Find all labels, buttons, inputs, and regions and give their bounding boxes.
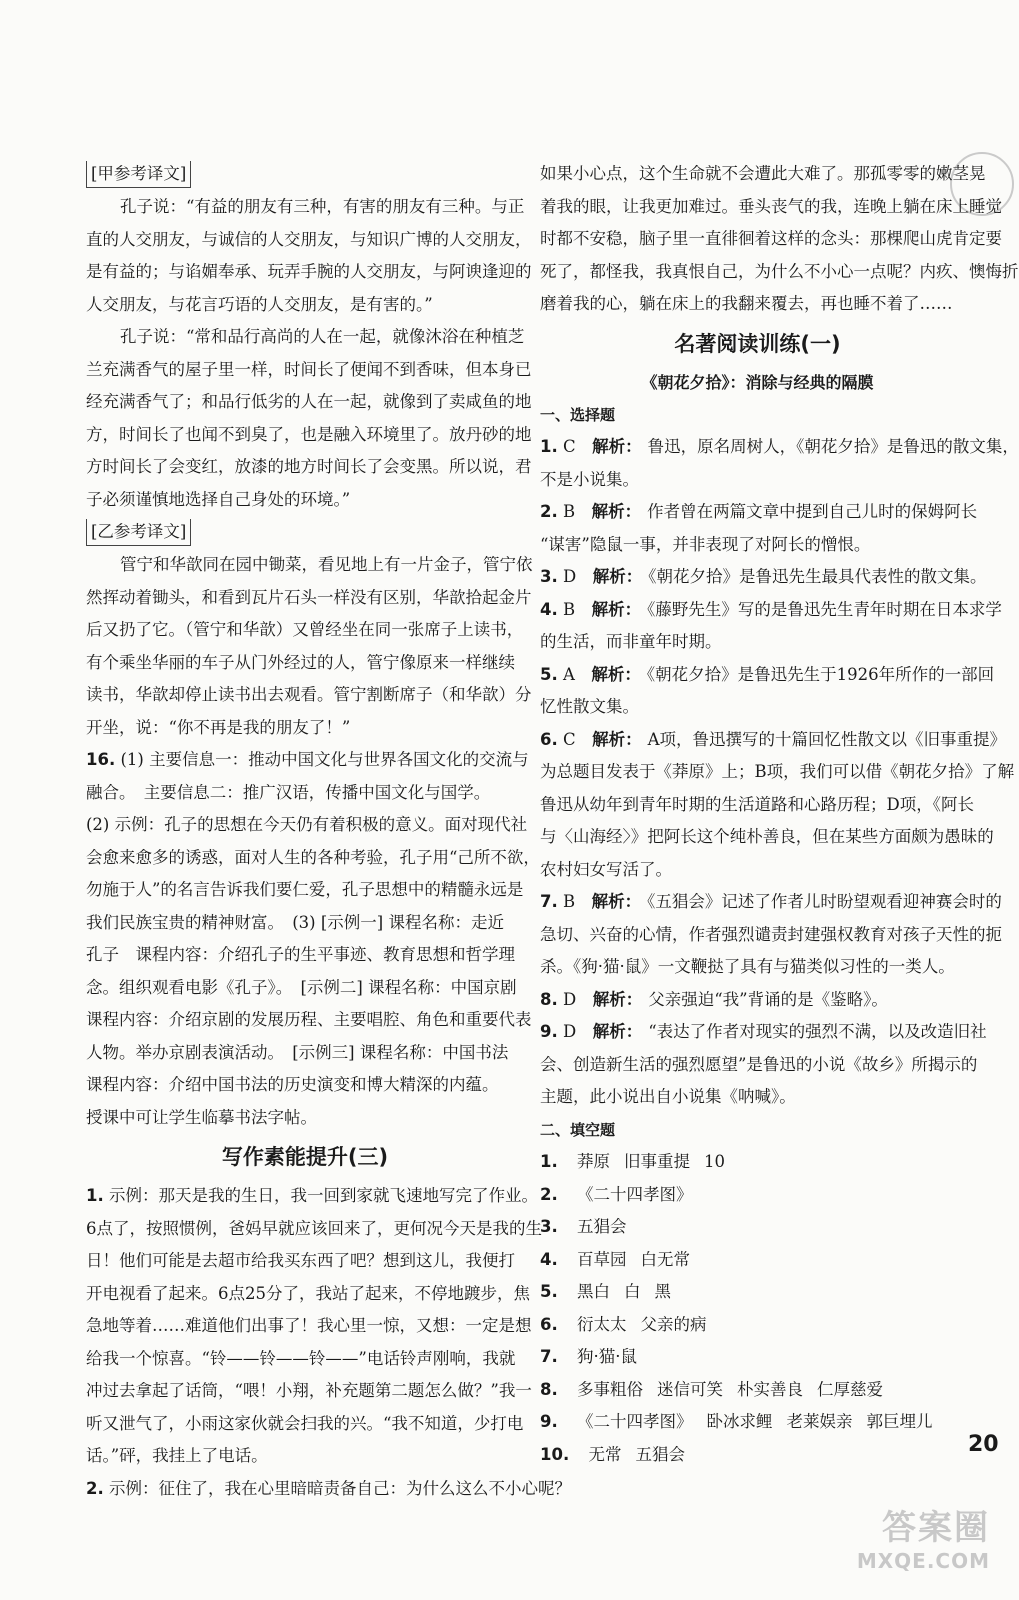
fill-number: 9. [540,1412,558,1431]
fill-value: 莽原 [577,1152,610,1171]
fill-value: 父亲的病 [640,1314,707,1334]
fill-answers [540,1146,975,1471]
text-line [86,1343,524,1376]
fill-value: 《二十四孝图》 [577,1184,693,1204]
choice-section-heading: 一、选择题 [540,405,616,424]
jia-translation [86,191,532,321]
page-number: 20 [968,1432,999,1457]
fill-value: 白无常 [640,1249,690,1269]
text-line-content: 课程内容：介绍京剧的发展历程、主要唱腔、角色和重要代表 [86,1010,532,1029]
text-line: 后又扔了它。（管宁和华歆）又曾经坐在同一张席子上读书， [86,620,524,639]
analysis-label: 解析： [592,437,642,456]
text-line [86,744,529,777]
fill-answer [540,1146,975,1179]
text-line [86,777,524,810]
fill-value: 仁厚慈爱 [817,1379,883,1399]
analysis-label: 解析： [591,892,642,911]
reading-section-title: 名著阅读训练(一) [674,331,841,356]
text-line: 开坐，说：“你不再是我的朋友了！” [86,717,351,737]
text-line [86,1245,524,1278]
text-line-content: (1) 主要信息一：推动中国文化与世界各国文化的交流与 [120,750,529,769]
text-line [540,1081,975,1114]
fill-value: 朴实善良 [737,1379,803,1399]
text-line-content: 农村妇女写活了。 [540,859,672,879]
text-line [540,919,1002,952]
fill-number: 3. [540,1217,558,1236]
fill-value: 五猖会 [635,1444,685,1464]
fill-value: 旧事重提 [624,1152,690,1171]
reading-subtitle: 《朝花夕拾》：消除与经典的隔膜 [641,372,874,392]
text-line-content: 人物。举办京剧表演活动。 [示例三] 课程名称：中国书法 [86,1042,509,1062]
text-line-content: 会、创造新生活的强烈愿望”是鲁迅的小说《故乡》所揭示的 [540,1054,978,1074]
text-line-content: 主题，此小说出自小说集《呐喊》。 [540,1087,796,1106]
text-line [540,1049,978,1082]
text-line-content: 忆性散文集。 [540,697,639,716]
text-line-content: 示例：那天是我的生日，我一回到家就飞速地写完了作业。 [109,1186,538,1205]
analysis-label: 解析： [592,567,643,586]
text-line [86,809,528,842]
text-line: 管宁和华歆同在园中锄菜，看见地上有一片金子，管宁依 [120,555,533,574]
text-line-content: “表达了作者对现实的强烈不满，以及改造旧社 [648,1022,987,1041]
text-line: 孔子说：“有益的朋友有三种，有害的朋友有三种。与正 [120,197,525,216]
text-line-content: 会愈来愈多的诱惑，面对人生的各种考验，孔子用“己所不欲， [86,847,540,867]
text-line: 着我的眼，让我更加难过。垂头丧气的我，连晚上躺在床上睡觉 [540,196,1002,216]
text-line-content: “谋害”隐鼠一事，并非表现了对阿长的憎恨。 [540,534,871,554]
text-line [540,496,978,529]
fill-value: 黑白 [577,1282,610,1301]
text-line [86,1004,532,1037]
fill-value: 郭巨埋儿 [866,1412,933,1431]
text-line [86,842,540,875]
text-line: 孔子说：“常和品行高尚的人在一起，就像沐浴在种植芝 [120,327,525,346]
choice-answer: A [563,664,575,684]
text-line [540,789,975,822]
text-line-content: 父亲强迫“我”背诵的是《鉴略》。 [648,989,888,1009]
text-line: 磨着我的心，躺在床上的我翻来覆去，再也睡不着了…… [540,294,953,313]
analysis-label: 解析： [591,664,641,684]
text-line-content: 《朝花夕拾》是鲁迅先生最具代表性的散文集。 [648,567,987,586]
text-line [86,939,524,972]
text-line-content: 鲁迅，原名周树人，《朝花夕拾》是鲁迅的散文集， [647,437,1019,456]
question-number: 16. [86,750,116,769]
analysis-label: 解析： [591,502,642,521]
text-line: 有个乘坐华丽的车子从门外经过的人，管宁像原来一样继续 [86,652,515,672]
choice-number: 2. [540,502,558,521]
text-line: 死了，都怪我，我真恨自己，为什么不小心一点呢？内疚、懊悔折 [540,261,1019,281]
fill-value: 多事粗俗 [577,1379,643,1399]
text-line [540,951,975,984]
text-line: 方，时间长了也闻不到臭了，也是融入环境里了。放丹砂的地 [86,424,532,444]
fill-number: 7. [540,1347,558,1366]
text-line [86,1213,542,1246]
text-line: 人交朋友，与花言巧语的人交朋友，是有害的。” [86,294,433,314]
fill-answer [540,1374,975,1407]
text-line [86,1310,532,1343]
text-line-content: 我们民族宝贵的精神财富。 (3) [示例一] 课程名称：走近 [86,912,504,932]
essay-continuation [540,158,1019,321]
text-line [86,907,524,940]
text-line-content: 日！他们可能是去超市给我买东西了吧？想到这儿，我便打 [86,1251,515,1270]
choice-answer: B [563,892,576,911]
yi-label: [乙参考译文] [86,519,191,546]
choice-answer: D [563,989,577,1009]
choice-answers [540,431,1019,1114]
choice-number: 6. [540,729,558,749]
text-line [540,854,975,887]
choice-number: 8. [540,989,558,1009]
fill-number: 10. [540,1444,570,1464]
fill-answer [540,1406,975,1439]
text-line-content: 不是小说集。 [540,469,639,489]
text-line: 然挥动着锄头，和看到瓦片石头一样没有区别，华歆拾起金片 [86,587,532,607]
text-line [540,756,1015,789]
writing-answer-2: 2. 示例：征住了，我在心里暗暗责备自己：为什么这么不小心呢？ [86,1478,571,1498]
writing-section-title: 写作素能提升(三) [221,1145,389,1169]
choice-number: 5. [540,664,558,684]
text-line-content: 作者曾在两篇文章中提到自己儿时的保姆阿长 [647,502,978,521]
fill-number: 1. [540,1152,558,1171]
text-line: 方时间长了会变红，放漆的地方时间长了会变黑。所以说，君 [86,457,532,476]
fill-number: 8. [540,1379,558,1399]
choice-answer: D [563,567,577,586]
text-line [540,886,1002,919]
text-line [540,431,1019,464]
choice-number: 3. [540,567,558,586]
text-line-content: 《五猖会》记述了作者儿时盼望观看迎神赛会时的 [647,892,1002,911]
text-line [540,464,975,497]
text-line-content: A项，鲁迅撰写的十篇回忆性散文以《旧事重提》 [647,729,1007,749]
text-line-content: 急切、兴奋的心情，作者强烈谴责封建强权教育对孩子天性的扼 [540,924,1002,944]
text-line: 兰充满香气的屋子里一样，时间长了便闻不到香味，但本身已 [86,359,532,379]
text-line: 直的人交朋友，与诚信的人交朋友，与知识广博的人交朋友， [86,229,532,249]
fill-answer [540,1309,975,1342]
text-line-content: 的生活，而非童年时期。 [540,632,722,651]
fill-number: 6. [540,1314,558,1334]
analysis-label: 解析： [592,1022,643,1041]
fill-value: 迷信可笑 [657,1379,723,1399]
fill-value: 白 [624,1282,641,1301]
analysis-label: 解析： [592,989,643,1009]
answer-number: 1. [86,1186,104,1205]
writing-answer-1 [86,1180,542,1473]
text-line [86,1069,524,1102]
choice-number: 1. [540,437,558,456]
fill-answer [540,1341,975,1374]
text-line-content: 急地等着……难道他们出事了！我心里一惊，又想：一定是想 [86,1316,532,1335]
choice-answer: B [563,502,576,521]
jia-translation-2 [86,321,532,516]
text-line [86,1375,532,1408]
fill-number: 2. [540,1184,558,1204]
text-line [540,724,1007,757]
choice-number: 7. [540,892,558,911]
text-line-content: 开电视看了起来。6点25分了，我站了起来，不停地踱步，焦 [86,1283,530,1303]
text-line-content: 课程内容：介绍中国书法的历史演变和博大精深的内蕴。 [86,1075,499,1094]
fill-value: 卧冰求鲤 [706,1412,773,1431]
fill-value: 狗·猫·鼠 [577,1347,637,1366]
text-line: 时都不安稳，脑子里一直徘徊着这样的念头：那棵爬山虎肯定要 [540,229,1002,248]
fill-answer [540,1244,975,1277]
analysis-label: 解析： [592,729,642,749]
text-line-content: 孔子 课程内容：介绍孔子的生平事迹、教育思想和哲学理 [86,945,515,964]
text-line [540,1016,987,1049]
text-line [86,1180,538,1213]
fill-answer [540,1211,975,1244]
text-line: 读书，华歆却停止读书出去观看。管宁割断席子（和华歆）分 [86,685,532,704]
text-line-content: 为总题目发表于《莽原》上；B项，我们可以借《朝花夕拾》了解 [540,762,1015,781]
text-line [540,984,975,1017]
fill-value: 衍太太 [577,1314,627,1334]
text-line [86,1102,524,1135]
fill-answer [540,1439,975,1472]
text-line [86,1440,524,1473]
text-line-content: 冲过去拿起了话筒，“喂！小翔，补充题第二题怎么做？”我一 [86,1381,532,1400]
choice-answer: B [563,599,576,619]
text-line-content: 《藤野先生》写的是鲁迅先生青年时期在日本求学 [647,599,1002,619]
text-line-content: 听又泄气了，小雨这家伙就会扫我的兴。“我不知道，少打电 [86,1413,524,1433]
text-line [86,1408,524,1441]
text-line [86,972,524,1005]
text-line: 是有益的；与谄媚奉承、玩弄手腕的人交朋友，与阿谀逢迎的 [86,262,532,281]
fill-value: 《二十四孝图》 [577,1412,693,1431]
choice-answer: C [563,729,576,749]
text-line-content: 勿施于人”的名言告诉我们要仁爱，孔子思想中的精髓永远是 [86,880,524,899]
text-line-content: 授课中可让学生临摹书法字帖。 [86,1107,317,1127]
fill-value: 五猖会 [577,1217,627,1236]
fill-value: 无常 [588,1444,622,1464]
text-line [86,1278,530,1311]
watermark-url: MXQE.COM [856,1549,990,1573]
choice-answer: D [563,1022,577,1041]
jia-label: [甲参考译文] [86,161,191,188]
text-line: 子必须谨慎地选择自己身处的环境。” [86,489,351,509]
analysis-label: 解析： [591,599,642,619]
text-line-content: 念。组织观看电影《孔子》。 [示例二] 课程名称：中国京剧 [86,977,517,997]
text-line [540,594,1002,627]
text-line [540,659,995,692]
choice-number: 9. [540,1022,558,1041]
choice-number: 4. [540,599,558,619]
watermark-logo: 答案圈 [882,1508,990,1548]
fill-number: 5. [540,1282,558,1301]
text-line [540,561,987,594]
text-line [540,529,975,562]
text-line-content: 话。”砰，我挂上了电话。 [86,1446,268,1465]
fill-answer [540,1179,975,1212]
fill-value: 10 [704,1152,725,1171]
text-line-content: 6点了，按照惯例，爸妈早就应该回来了，更何况今天是我的生 [86,1218,542,1238]
fill-value: 黑 [654,1282,671,1301]
watermark [820,1500,990,1573]
fill-value: 百草园 [577,1249,627,1269]
text-line-content: 杀。《狗·猫·鼠》一文鞭挞了具有与猫类似习性的一类人。 [540,957,955,976]
text-line [86,874,524,907]
question-16 [86,744,540,1134]
text-line-content: 与〈山海经〉》把阿长这个纯朴善良，但在某些方面颇为愚昧的 [540,827,994,846]
text-line [540,821,994,854]
text-line-content: 鲁迅从幼年到青年时期的生活道路和心路历程；D项，《阿长 [540,794,974,814]
fill-value: 老莱娱亲 [786,1412,853,1431]
text-line [86,1037,524,1070]
fill-section-heading: 二、填空题 [540,1120,616,1139]
fill-number: 4. [540,1249,558,1269]
text-line-content: 给我一个惊喜。“铃——铃——铃——”电话铃声刚响，我就 [86,1348,516,1368]
text-line-content: 《朝花夕拾》是鲁迅先生于1926年所作的一部回 [646,664,995,684]
text-line-content: 融合。 主要信息二：推广汉语，传播中国文化与国学。 [86,782,491,802]
text-line [540,626,975,659]
text-line [540,691,975,724]
text-line: 经充满香气了；和品行低劣的人在一起，就像到了卖咸鱼的地 [86,392,532,411]
yi-translation [86,549,533,744]
fill-answer [540,1276,975,1309]
text-line: 如果小心点，这个生命就不会遭此大难了。那孤零零的嫩茎晃 [540,164,986,183]
text-line-content: (2) 示例：孔子的思想在今天仍有着积极的意义。面对现代社 [86,815,528,834]
choice-answer: C [563,437,576,456]
